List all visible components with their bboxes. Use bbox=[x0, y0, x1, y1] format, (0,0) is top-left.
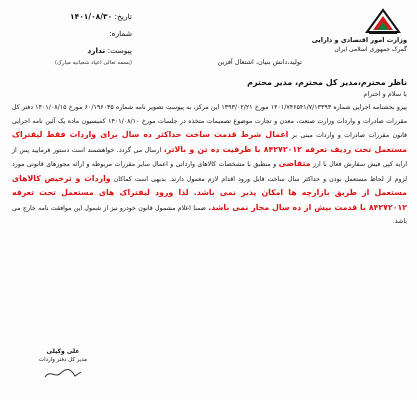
number-row bbox=[22, 25, 132, 42]
date-label: تاریخ: bbox=[114, 12, 132, 21]
greeting: با سلام و احترام bbox=[363, 90, 407, 98]
letterhead-org bbox=[289, 6, 409, 64]
org-name: وزارت امور اقتصادی و دارایی bbox=[311, 36, 407, 44]
header-note: (بسمه تعالی اعیاد شعبانیه مبارک) bbox=[54, 60, 132, 66]
attachment-row bbox=[22, 42, 132, 59]
highlight-text-3: واردات و ترخیص کالاهای مستعمل از طریق بازارچه ها امکان پذیر نمی باشد. لذا ورود لیفتراک های مستعمل تحت تعرفه ۸۴۲۷۲۰۱۲ با قدمت بیش از ده سال مجاز نمی باشد. bbox=[12, 173, 407, 212]
attachment-label: پیوست: bbox=[107, 46, 132, 55]
salutation: ناظر محترم،مدیر کل محترم، مدیر محترم bbox=[247, 78, 407, 87]
signature-block bbox=[18, 348, 108, 381]
customs-logo-icon bbox=[363, 6, 403, 36]
paragraph-text-1: پیرو بخشنامه اجرایی شماره ۱۴۰۱/۷۴۶۵۴۱/۷/۱۳۳۹۳ مورخ ۱۳۹۳/۰۲/۲۱ این مرکز، به پیوست تصویر نامه شماره ۶۰/۱۹۶۰۳۵ مورخ ۱۴۰۱/۰۸/۱۵ دفتر کل مقررات صادرات و واردات وزارت صنعت، معدن و تجارت موضوع تصمیمات متخذه در جلسات مورخ ۱۴۰۱/۰۸/۱۰ کمیسیون ماده یک آئین نامه اجرایی قانون مقررات صادرات و واردات مبنی بر bbox=[12, 104, 407, 139]
number-label: شماره: bbox=[109, 29, 132, 38]
paragraph-text-2: ارسال می گردد. خواهشمند است دستور فرمایید پس از ارایه کپی فیش سفارش فعال با ارز bbox=[12, 146, 407, 168]
attachment-value: ندارد bbox=[87, 46, 106, 55]
date-row bbox=[22, 8, 132, 25]
year-slogan: تولید،دانش بنیان، اشتغال آفرین bbox=[217, 58, 302, 66]
date-value: ۱۴۰۱/۰۸/۳۰ bbox=[70, 12, 113, 21]
letter-meta bbox=[22, 8, 132, 66]
org-subname: گمرک جمهوری اسلامی ایران bbox=[334, 46, 407, 53]
signatory-title: مدیر کل دفتر واردات bbox=[38, 357, 88, 363]
letter-paragraph bbox=[12, 101, 407, 229]
paragraph-text-3: و منطبق با مشخصات کالاهای وارداتی و اعمال سایر مقررات مربوطه و ارائه مجوزهای قانونی مورد لزوم از لحاظ مستعمل بودن و حداکثر سال ساخت قابل ورود اقدام لازم معمول دارند. بدیهی است کماکان bbox=[12, 161, 407, 183]
highlight-text-1: اعمال شرط قدمت ساخت حداکثر ده سال برای واردات فقط لیفتراک مستعمل تحت ردیف تعرفه ۸۴۲۷۲۰۱۲ با ظرفیت ده تن و بالاتر، bbox=[12, 130, 407, 154]
letter-body bbox=[12, 78, 407, 229]
signatory-name: علی وکیلی bbox=[46, 348, 80, 355]
highlight-text-2: متقاضی bbox=[278, 159, 311, 168]
paragraph-text-4: ضمنا اعلام مشمول قانون خودرو نیز از شمول این موافقت نامه خارج می باشد. bbox=[12, 204, 407, 225]
handwritten-signature-icon bbox=[43, 367, 83, 381]
